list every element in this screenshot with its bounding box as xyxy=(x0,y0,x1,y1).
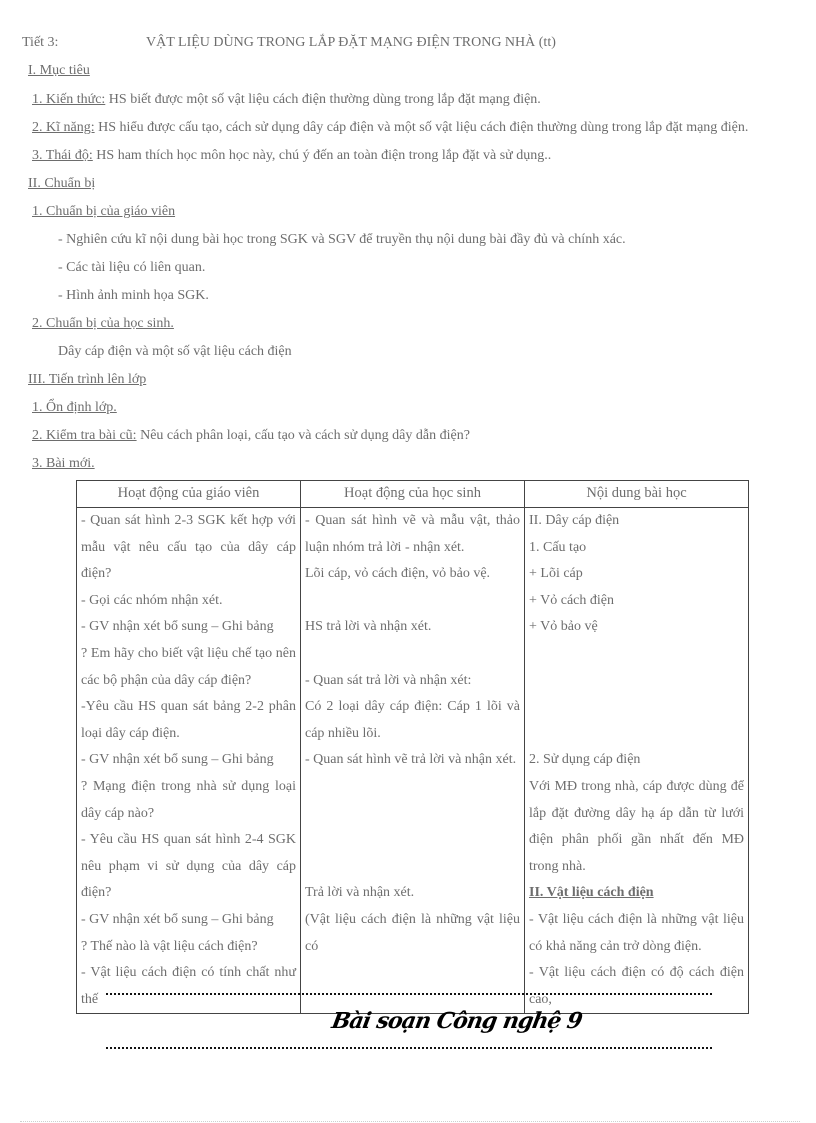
teacher-activity-line: - Vật liệu cách điện có tính chất như thế xyxy=(81,965,296,1007)
student-activity-line: HS trả lời và nhận xét. xyxy=(305,619,432,635)
table-header-row xyxy=(77,481,749,508)
teacher-activity-line: - GV nhận xét bổ sung – Ghi bảng xyxy=(81,911,274,927)
footer-signature: Bài soạn Công nghệ 9 xyxy=(329,1008,584,1034)
teacher-preparation-item: - Các tài liệu có liên quan. xyxy=(58,260,206,275)
teacher-preparation-item: - Hình ảnh minh họa SGK. xyxy=(58,288,209,303)
student-activity-line: Lõi cáp, vỏ cách điện, vỏ bảo vệ. xyxy=(305,566,491,582)
teacher-activity-line: - GV nhận xét bổ sung – Ghi bảng xyxy=(81,752,274,768)
procedure-item-new-lesson: 3. Bài mới. xyxy=(32,456,95,471)
objective-label: 3. Thái độ: xyxy=(32,148,93,163)
teacher-activity-line: ? Thế nào là vật liệu cách điện? xyxy=(81,938,258,954)
objective-skill xyxy=(32,119,748,137)
teacher-preparation-item: - Nghiên cứu kĩ nội dung bài học trong SGK và SGV để truyền thụ nội dung bài đầy đủ và chính xác. xyxy=(58,232,626,247)
spacer xyxy=(305,588,520,615)
page-title: VẬT LIỆU DÙNG TRONG LẮP ĐẶT MẠNG ĐIỆN TRONG NHÀ (tt) xyxy=(146,35,556,50)
teacher-activity-line: - Yêu cầu HS quan sát hình 2-4 SGK nêu phạm vi sử dụng của dây cáp điện? xyxy=(81,832,296,901)
page-bottom-border xyxy=(20,1121,800,1122)
teacher-activity-line: - Quan sát hình 2-3 SGK kết hợp với mẫu vật nêu cấu tạo của dây cáp điện? xyxy=(81,513,296,582)
teacher-activity-cell xyxy=(77,508,301,1014)
teacher-preparation-heading: 1. Chuẩn bị của giáo viên xyxy=(32,204,176,219)
student-activity-line: - Quan sát trả lời và nhận xét: xyxy=(305,672,472,688)
footer-divider-top xyxy=(106,993,712,995)
objective-text: HS ham thích học môn học này, chú ý đến an toàn điện trong lắp đặt và sử dụng.. xyxy=(92,148,552,163)
student-activity-line: Trả lời và nhận xét. xyxy=(305,885,415,901)
table-row xyxy=(77,508,749,1014)
teacher-activity-line: -Yêu cầu HS quan sát bảng 2-2 phân loại dây cáp điện. xyxy=(81,699,296,741)
objective-label: 1. Kiến thức: xyxy=(32,92,106,107)
teacher-activity-line: ? Mạng điện trong nhà sử dụng loại dây cáp nào? xyxy=(81,778,296,821)
lesson-activity-table xyxy=(76,480,749,1014)
content-line: + Vỏ bảo vệ xyxy=(529,619,598,635)
student-activity-line: (Vật liệu cách điện là những vật liệu có xyxy=(305,911,520,954)
spacer xyxy=(305,774,520,880)
student-activity-line: Có 2 loại dây cáp điện: Cáp 1 lõi và cáp nhiều lõi. xyxy=(305,699,520,741)
section-heading-procedure: III. Tiến trình lên lớp xyxy=(28,372,147,387)
teacher-activity-line: ? Em hãy cho biết vật liệu chế tạo nên các bộ phận của dây cáp điện? xyxy=(81,645,296,688)
section-heading-preparation: II. Chuẩn bị xyxy=(28,176,96,191)
student-activity-line: - Quan sát hình vẽ và mẫu vật, thảo luận nhóm trả lời - nhận xét. xyxy=(305,513,520,555)
section-heading-objectives: I. Mục tiêu xyxy=(28,63,90,78)
student-preparation-text: Dây cáp điện và một số vật liệu cách điện xyxy=(58,344,292,359)
lesson-content-cell xyxy=(525,508,749,1014)
column-header-content: Nội dung bài học xyxy=(525,481,749,508)
procedure-label: 2. Kiểm tra bài cũ: xyxy=(32,428,137,443)
content-line: 1. Cấu tạo xyxy=(529,539,587,555)
column-header-teacher: Hoạt động của giáo viên xyxy=(77,481,301,508)
content-line: + Lõi cáp xyxy=(529,566,583,582)
objective-attitude xyxy=(32,147,551,165)
content-line: Với MĐ trong nhà, cáp được dùng để lắp đặt đường dây hạ áp dẫn từ lưới điện phân phối gần nhất đến MĐ trong nhà. xyxy=(529,778,744,874)
objective-knowledge xyxy=(32,91,541,109)
lesson-number: Tiết 3: xyxy=(22,35,59,50)
procedure-text: Nêu cách phân loại, cấu tạo và cách sử dụng dây dẫn điện? xyxy=(136,428,470,443)
footer-divider-bottom xyxy=(106,1047,712,1049)
content-subheading: II. Vật liệu cách điện xyxy=(529,885,654,901)
procedure-item-review xyxy=(32,427,470,445)
procedure-item-stabilize: 1. Ổn định lớp. xyxy=(32,400,117,415)
content-line: - Vật liệu cách điện là những vật liệu có khả năng cản trở dòng điện. xyxy=(529,911,744,954)
content-line: II. Dây cáp điện xyxy=(529,513,620,528)
content-line: + Vỏ cách điện xyxy=(529,592,614,608)
content-line: - Vật liệu cách điện có độ cách điện cao, xyxy=(529,965,744,1007)
teacher-activity-line: - Gọi các nhóm nhận xét. xyxy=(81,592,223,608)
teacher-activity-line: - GV nhận xét bổ sung – Ghi bảng xyxy=(81,619,274,635)
student-activity-cell xyxy=(301,508,525,1014)
column-header-student: Hoạt động của học sinh xyxy=(301,481,525,508)
spacer xyxy=(305,641,520,668)
student-activity-line: - Quan sát hình vẽ trả lời và nhận xét. xyxy=(305,752,517,768)
objective-text: HS hiểu được cấu tạo, cách sử dụng dây cáp điện và một số vật liệu cách điện thường dùng trong lắp đặt mạng điện. xyxy=(94,120,749,135)
objective-label: 2. Kĩ năng: xyxy=(32,120,95,135)
objective-text: HS biết được một số vật liệu cách điện thường dùng trong lắp đặt mạng điện. xyxy=(105,92,541,107)
spacer xyxy=(529,641,744,747)
student-preparation-heading: 2. Chuẩn bị của học sinh. xyxy=(32,316,174,331)
content-line: 2. Sử dụng cáp điện xyxy=(529,752,641,768)
